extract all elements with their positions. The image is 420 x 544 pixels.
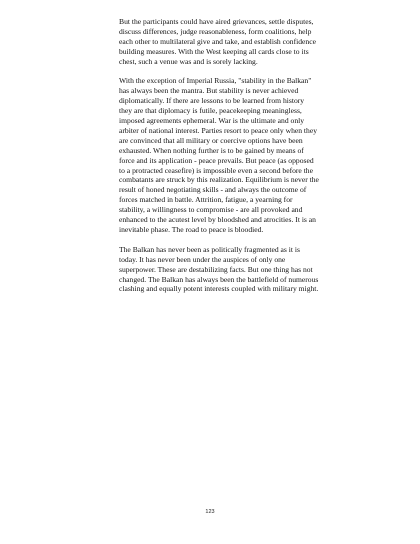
paragraph: With the exception of Imperial Russia, "stability in the Balkan" has always been the mantra. But stability is never achieved diplomatically. If there are lessons to be learned from history they are that diplomacy is futile, peacekeeping meaningless, imposed agreements ephemeral. War is the ultimate and only arbiter of national interest. Parties resort to peace only when they are convinced that all military or coercive options have been exhausted. When nothing further is to be gained by means of force and its application - peace prevails. But peace (as opposed to a protracted ceasefire) is impossible even a second before the combatants are struck by this realization. Equilibrium is never the result of honed negotiating skills - and always the outcome of forces matched in battle. Attrition, fatigue, a yearning for stability, a willingness to compromise - are all provoked and enhanced to the acutest level by bloodshed and atrocities. It is an inevitable phase. The road to peace is bloodied. — [119, 76, 319, 235]
paragraph: But the participants could have aired grievances, settle disputes, discuss differences, judge reasonableness, form coalitions, help each other to multilateral give and take, and establish confidence building measures. With the West keeping all cards close to its chest, such a venue was and is sorely lacking. — [119, 17, 316, 66]
page-number: 123 — [205, 509, 215, 515]
body-text — [119, 17, 319, 304]
paragraph: The Balkan has never been as politically fragmented as it is today. It has never been under the auspices of only one superpower. These are destabilizing facts. But one thing has not changed. The Balkan has always been the battlefield of numerous clashing and equally potent interests coupled with military might. — [119, 244, 319, 294]
